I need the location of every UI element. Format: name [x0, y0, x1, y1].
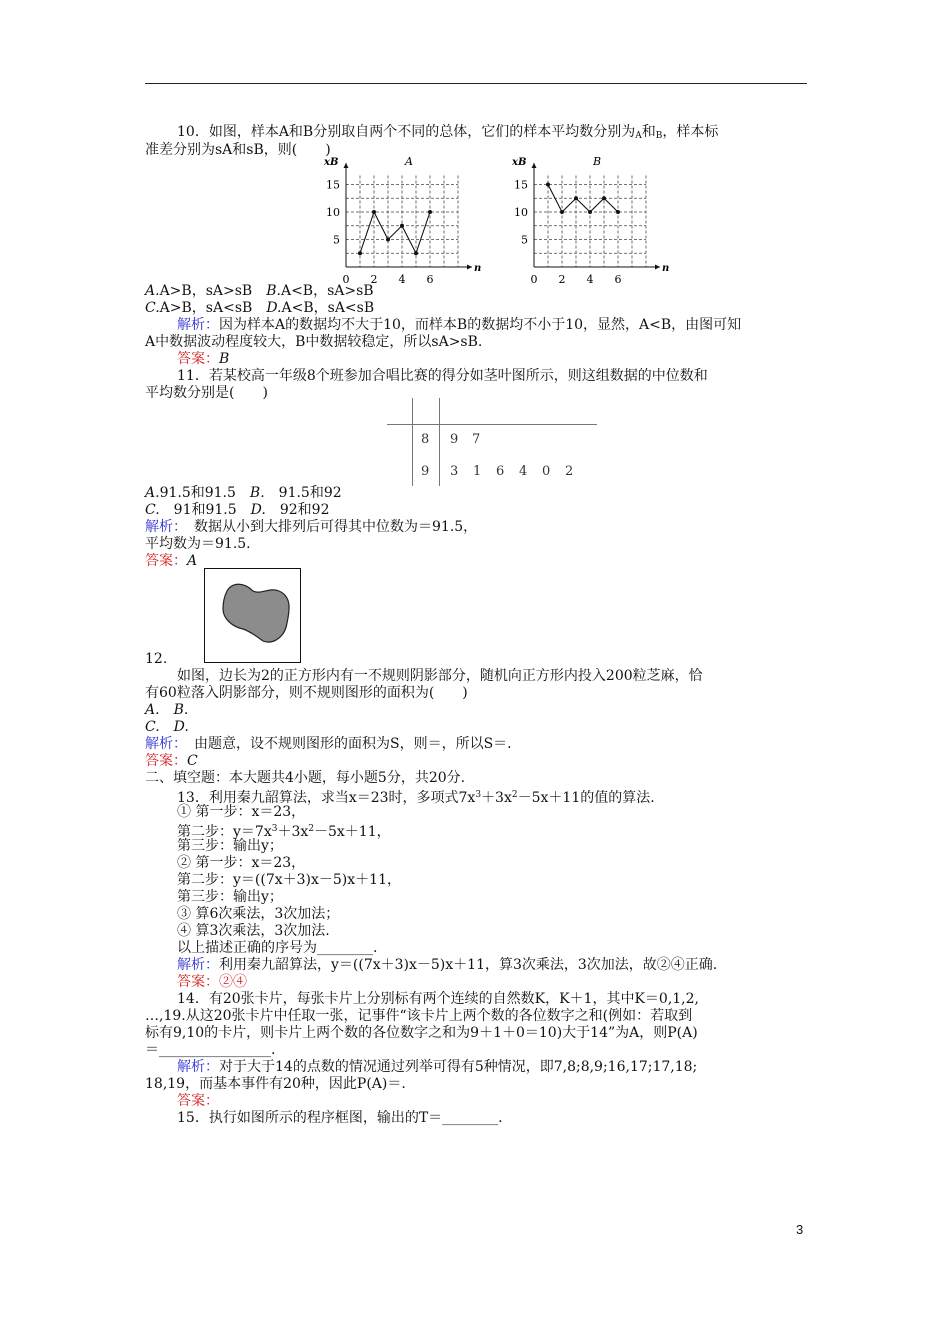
q14-line4: ＝________________. — [145, 1042, 276, 1058]
q11-options-ab: A.91.5和91.5 B. 91.5和92 — [145, 485, 342, 501]
q11-analysis-line1: 解析： 数据从小到大排列后可得其中位数为＝91.5， — [145, 519, 478, 535]
q13-step: 第三步：输出y； — [177, 838, 283, 854]
chart-title: B — [592, 155, 602, 168]
data-point — [574, 196, 578, 200]
q12-answer: 答案：C — [145, 753, 198, 769]
x-tick-label: 6 — [614, 273, 622, 286]
q14-line3: 标有9,10的卡片，则卡片上两个数的各位数字之和为9＋1＋0＝10)大于14”为A，则P(A) — [145, 1025, 698, 1041]
series-line — [548, 185, 618, 213]
y-tick-label: 5 — [333, 233, 340, 247]
x-axis-label: n — [474, 263, 482, 274]
leaf-value: 7 — [472, 432, 481, 447]
stem-value: 8 — [421, 432, 430, 447]
section-heading: 二、填空题：本大题共4小题，每小题5分，共20分. — [145, 770, 466, 786]
x-axis-label: n — [662, 263, 670, 274]
q11-analysis-line2: 平均数为＝91.5. — [145, 536, 251, 552]
page-number: 3 — [796, 1222, 804, 1237]
q11-options-cd: C. 91和91.5 D. 92和92 — [145, 502, 330, 518]
q12-line2: 有60粒落入阴影部分，则不规则图形的面积为( ) — [145, 685, 468, 701]
y-tick-label: 15 — [514, 178, 528, 192]
q10-analysis-line1: 解析：因为样本A的数据均不大于10，而样本B的数据均不小于10，显然，A<B，由图可知 — [177, 317, 742, 333]
y-tick-label: 10 — [514, 206, 528, 219]
q12-analysis: 解析： 由题意，设不规则图形的面积为S，则＝，所以S＝. — [145, 736, 512, 752]
irregular-shape-figure — [205, 569, 300, 662]
q10-answer: 答案：B — [177, 351, 230, 367]
series-line — [360, 212, 430, 253]
stem-leaf-header-line — [387, 424, 597, 425]
q14-answer: 答案： — [177, 1093, 219, 1109]
q13-step: 第二步：$y=7x^3+3x^2-5x+11$， — [177, 824, 391, 840]
leaf-value: 6 — [496, 464, 505, 479]
x-tick-label: 2 — [370, 273, 378, 286]
q11-answer: 答案：A — [145, 553, 198, 569]
leaf-value: 9 — [450, 432, 459, 447]
header-rule — [145, 83, 807, 84]
q13-step: ① 第一步：x＝23， — [177, 804, 306, 820]
q13-step: 第三步：输出y； — [177, 889, 283, 905]
q13-step: ④ 算3次乘法，3次加法. — [177, 923, 330, 939]
data-point — [560, 210, 564, 214]
chart-b — [508, 155, 668, 285]
x-tick-label: 2 — [558, 273, 566, 286]
q14-analysis-line2: 18,19，而基本事件有20种，因此P(A)＝. — [145, 1076, 406, 1092]
data-point — [358, 251, 362, 255]
stem-leaf-divider — [412, 398, 413, 486]
square-with-shaded-region — [204, 568, 301, 663]
q11-line2: 平均数分别是( ) — [145, 385, 268, 401]
x-axis-arrow — [467, 265, 472, 270]
shaded-region — [223, 584, 289, 642]
y-tick-label: 10 — [326, 206, 340, 219]
q13-analysis: 解析：利用秦九韶算法，y＝((7x＋3)x－5)x＋11，算3次乘法，3次加法，故②④正确. — [177, 957, 718, 973]
stem-value: 9 — [421, 464, 430, 479]
y-axis-arrow — [344, 163, 349, 168]
stem-leaf-plot — [387, 398, 597, 486]
data-point — [400, 224, 404, 228]
chart-a — [320, 155, 480, 285]
q13-answer: 答案：②④ — [177, 974, 247, 990]
data-point — [386, 238, 390, 242]
q13-step: 第二步：y＝((7x＋3)x－5)x＋11， — [177, 872, 401, 888]
leaf-value: 2 — [565, 464, 574, 479]
leaf-value: 1 — [473, 464, 482, 479]
q10-options-cd: C.A>B，sA<sB D.A<B，sA<sB — [145, 300, 375, 316]
y-axis-label: xB — [512, 157, 527, 168]
data-point — [588, 210, 592, 214]
x-tick-label: 4 — [398, 273, 406, 286]
data-point — [372, 210, 376, 214]
q10-line2: 准差分别为sA和sB，则( ) — [145, 142, 331, 158]
x-tick-label: 6 — [426, 273, 434, 286]
data-point — [414, 251, 418, 255]
q15-line1: 15．执行如图所示的程序框图，输出的T＝________. — [177, 1110, 503, 1126]
x-axis-arrow — [655, 265, 660, 270]
q12-number: 12. — [145, 651, 168, 667]
q14-line1: 14．有20张卡片，每张卡片上分别标有两个连续的自然数K，K＋1，其中K＝0,1,2, — [177, 991, 699, 1007]
q10-analysis-line2: A中数据波动程度较大，B中数据较稳定，所以sA>sB. — [145, 334, 483, 350]
y-axis-label: xB — [324, 157, 339, 168]
q13-prompt: 以上描述正确的序号为________. — [177, 940, 378, 956]
q13-step: ② 第一步：x＝23， — [177, 855, 306, 871]
leaf-value: 0 — [542, 464, 551, 479]
x-tick-label: 0 — [530, 273, 538, 286]
q13-line1: 13．利用秦九韶算法，求当x＝23时，多项式$7x^3+3x^2-5x+11$的值的算法. — [177, 790, 655, 806]
q14-analysis-line1: 解析：对于大于14的点数的情况通过列举可得有5种情况，即7,8;8,9;16,17;17,18; — [177, 1059, 698, 1075]
q12-options-ab: A. B. — [145, 702, 189, 718]
x-tick-label: 4 — [586, 273, 594, 286]
leaf-value: 3 — [450, 464, 459, 479]
y-tick-label: 5 — [521, 233, 528, 247]
data-point — [602, 196, 606, 200]
q12-line1: 如图，边长为2的正方形内有一不规则阴影部分，随机向正方形内投入200粒芝麻，恰 — [177, 668, 703, 684]
q11-line1: 11．若某校高一年级8个班参加合唱比赛的得分如茎叶图所示，则这组数据的中位数和 — [177, 368, 708, 384]
x-tick-label: 0 — [342, 273, 350, 286]
chart-title: A — [405, 155, 413, 168]
y-tick-label: 15 — [326, 178, 340, 192]
q10-line1: 10．如图，样本A和B分别取自两个不同的总体，它们的样本平均数分别为$_A$和$_B$，样本标 — [177, 124, 719, 141]
q10-options-ab: A.A>B，sA>sB B.A<B，sA>sB — [145, 283, 374, 299]
q13-step: ③ 算6次乘法，3次加法； — [177, 906, 340, 922]
q12-options-cd: C. D. — [145, 719, 189, 735]
q14-line2: …,19.从这20张卡片中任取一张，记事件“该卡片上两个数的各位数字之和(例如：若取到 — [145, 1008, 693, 1024]
y-axis-arrow — [532, 163, 537, 168]
data-point — [428, 210, 432, 214]
data-point — [546, 183, 550, 187]
data-point — [616, 210, 620, 214]
leaf-value: 4 — [519, 464, 528, 479]
stem-leaf-divider — [439, 398, 440, 486]
